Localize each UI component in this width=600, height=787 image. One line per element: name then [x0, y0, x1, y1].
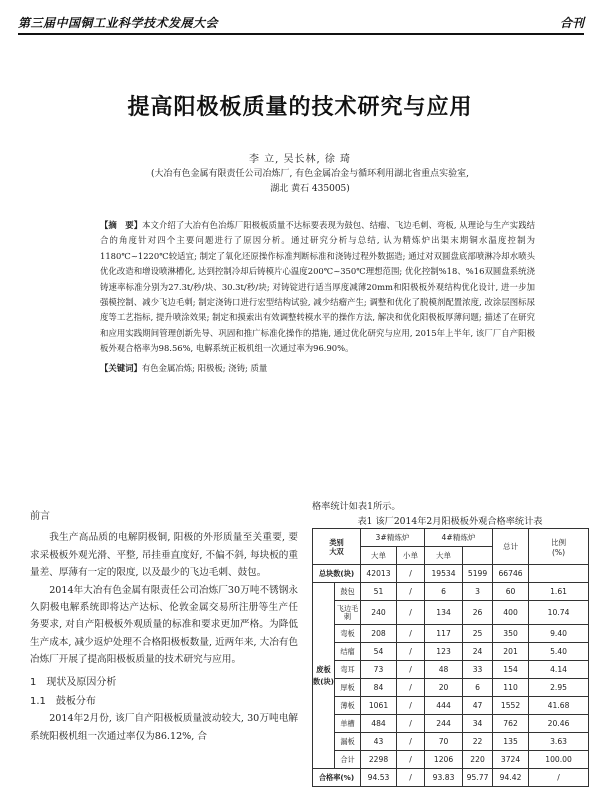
cell: 60 — [493, 583, 529, 601]
cell: / — [397, 715, 425, 733]
cell: 220 — [463, 751, 493, 769]
cell: 34 — [463, 715, 493, 733]
header-empty — [463, 547, 493, 565]
cell: 94.42 — [493, 769, 529, 787]
table-caption: 表1 该厂2014年2月阳极板外观合格率统计表 — [357, 516, 543, 527]
cell: 3 — [463, 583, 493, 601]
cell: / — [397, 625, 425, 643]
abstract-text: 本文介绍了大冶有色冶炼厂阳极板质量不达标要表现为鼓包、结瘤、飞边毛刺、弯板, 从理论与生产实践结合的角度针对四个主要问题进行了原因分析。通过研究分析与总结, 认为精炼炉出渠末期铜水温度控制为1180℃~1220℃较适宜; 制定了氧化还原操作标准判断标准和浇铸过程外数据造; 通过对双圆盘底部喷淋冷却水喷头优化改造和增设喷淋槽化, 达到控制冷却后铸模片心温度200℃~350℃理想范围; 优化控制%18、%16双圆盘系统浇铸速率标准分别为27.3t/秒/块、30.3t/秒/块; 对铸锭进行适当厚度减薄20mm和阳极板外观结构优化设计, 进一步加强模控制、减少飞边毛刺; 制定浇铸口进行宏型结构试验, 减少结瘤产生; 调整和优化了脱模剂配置浓度, 改涂层图标尿度等工艺指标, 提升喷涂效果; 制定和摸索出有效调整转模水平的操作方法, 解决和优化阳极板厚薄问题; 描述了在研究和应用实践期间管理创新先导、巩固和推广标准化操作的措施, 通过优化研究与应用, 2015年上半年, 该厂厂自产阳极板外观合格率为98.56%, 电解系统正板机组一次通过率为96.90%。 — [100, 220, 535, 354]
cell: 2.95 — [529, 679, 589, 697]
cell: 117 — [425, 625, 463, 643]
defect-side-label: 废板数(块) — [313, 583, 335, 769]
cell: 48 — [425, 661, 463, 679]
cell: / — [397, 769, 425, 787]
cell: 3.63 — [529, 733, 589, 751]
cell: 73 — [361, 661, 397, 679]
running-header — [18, 14, 584, 36]
cell: 154 — [493, 661, 529, 679]
cell: 54 — [361, 643, 397, 661]
row-label: 漏板 — [335, 733, 361, 751]
preface-heading: 前言 — [30, 511, 50, 522]
cell: 6 — [425, 583, 463, 601]
preface-paragraph-1: 我生产高品质的电解阴极铜, 阳极的外形质量至关重要, 要求采极板外观光滑、平整, 吊挂垂直度好, 不偏不斜, 每块板的重量差、厚薄有一定的限度, 以及最少的飞边毛刺、鼓包。 — [30, 532, 298, 579]
affiliation-line-2: 湖北 黄石 435005) — [270, 184, 350, 194]
cell: 201 — [493, 643, 529, 661]
cell: 5.40 — [529, 643, 589, 661]
table-row — [313, 661, 589, 679]
row-label: 鼓包 — [335, 583, 361, 601]
table-row — [313, 733, 589, 751]
row-label: 单槽 — [335, 715, 361, 733]
header-furnace-4: 4#精炼炉 — [425, 529, 493, 547]
table-row — [313, 751, 589, 769]
cell: 6 — [463, 679, 493, 697]
cell: 25 — [463, 625, 493, 643]
row-label: 弯耳 — [335, 661, 361, 679]
cell: 33 — [463, 661, 493, 679]
header-total: 总计 — [493, 529, 529, 565]
table-row — [313, 625, 589, 643]
cell: 123 — [425, 643, 463, 661]
table-row — [313, 583, 589, 601]
section-1-heading: 1 现状及原因分析 — [30, 676, 117, 688]
cell: 70 — [425, 733, 463, 751]
cell: / — [397, 601, 425, 625]
table-intro-text: 格率统计如表1所示。 — [312, 501, 401, 512]
cell: / — [397, 643, 425, 661]
cell: 95.77 — [463, 769, 493, 787]
preface-paragraph-2: 2014年大冶有色金属有限责任公司冶炼厂30万吨不锈钢永久阴极电解系统即将达产达标、伦敦金属交易所注册等生产任务要求, 对自产阳极板外观质量的标准和要求更加严格。为降低生产成本, 减少返炉处理不合格阳极板数量, 近两年来, 大冶有色冶炼厂开展了提高阳极板质量的技术研究与应用。 — [30, 584, 298, 666]
cell: 42013 — [361, 565, 397, 583]
cell: 47 — [463, 697, 493, 715]
table-row — [313, 643, 589, 661]
header-journal-title: 第三届中国铜工业科学技术发展大会 — [18, 16, 219, 30]
cell: / — [397, 583, 425, 601]
cell: 66746 — [493, 565, 529, 583]
header-issue-label: 合刊 — [559, 16, 584, 30]
authors: 李 立, 吴长林, 徐 琦 — [248, 154, 352, 165]
row-label: 合格率(%) — [313, 769, 361, 787]
table-pass-rate-row — [313, 769, 589, 787]
cell: 84 — [361, 679, 397, 697]
header-big-2: 大单 — [425, 547, 463, 565]
cell: 93.83 — [425, 769, 463, 787]
cell: 1.61 — [529, 583, 589, 601]
cell: / — [397, 697, 425, 715]
table-row — [313, 679, 589, 697]
abstract-label: 【摘 要】 — [100, 220, 143, 230]
cell: 208 — [361, 625, 397, 643]
affiliation — [110, 167, 510, 197]
cell: 24 — [463, 643, 493, 661]
cell: 1552 — [493, 697, 529, 715]
cell: 1206 — [425, 751, 463, 769]
cell: 240 — [361, 601, 397, 625]
cell: / — [397, 733, 425, 751]
row-label: 总块数(块) — [313, 565, 361, 583]
cell: 762 — [493, 715, 529, 733]
row-label: 薄板 — [335, 697, 361, 715]
cell: 244 — [425, 715, 463, 733]
cell: / — [397, 679, 425, 697]
cell: / — [397, 565, 425, 583]
cell: 100.00 — [529, 751, 589, 769]
cell: 10.74 — [529, 601, 589, 625]
cell: 51 — [361, 583, 397, 601]
cell: / — [529, 769, 589, 787]
table-header-row-1 — [313, 529, 589, 547]
keywords-label: 【关键词】 — [100, 363, 142, 373]
cell: 26 — [463, 601, 493, 625]
cell: 444 — [425, 697, 463, 715]
cell: 484 — [361, 715, 397, 733]
keywords-text: 有色金属冶炼; 阳极板; 浇铸; 质量 — [141, 363, 268, 373]
defect-statistics-table — [312, 528, 589, 787]
left-column — [30, 508, 298, 745]
header-rule — [18, 33, 584, 35]
table-row — [313, 601, 589, 625]
cell: 1061 — [361, 697, 397, 715]
cell: 134 — [425, 601, 463, 625]
row-label: 结瘤 — [335, 643, 361, 661]
cell: 110 — [493, 679, 529, 697]
section-1-1-paragraph: 2014年2月份, 该厂自产阳极板质量波动较大, 30万吨电解系统阳极机组一次通过率仅为86.12%, 合 — [30, 713, 298, 742]
header-furnace-3: 3#精炼炉 — [361, 529, 425, 547]
cell: 20 — [425, 679, 463, 697]
cell — [529, 565, 589, 583]
table-row — [313, 697, 589, 715]
cell: 350 — [493, 625, 529, 643]
abstract — [100, 218, 535, 357]
keywords — [100, 362, 535, 374]
cell: 41.68 — [529, 697, 589, 715]
cell: 9.40 — [529, 625, 589, 643]
table-row — [313, 715, 589, 733]
cell: 135 — [493, 733, 529, 751]
cell: 2298 — [361, 751, 397, 769]
cell: 4.14 — [529, 661, 589, 679]
row-label: 弯板 — [335, 625, 361, 643]
cell: 20.46 — [529, 715, 589, 733]
cell: 19534 — [425, 565, 463, 583]
affiliation-line-1: (大冶有色金属有限责任公司冶炼厂, 有色金属冶金与循环利用湖北省重点实验室, — [150, 169, 470, 179]
paper-title: 提高阳极板质量的技术研究与应用 — [127, 95, 473, 120]
header-big-1: 大单 — [361, 547, 397, 565]
row-label: 飞边毛刺 — [335, 601, 361, 625]
row-label: 合计 — [335, 751, 361, 769]
section-1-1-heading: 1.1 鼓板分布 — [30, 696, 96, 708]
table-total-count-row — [313, 565, 589, 583]
cell: 400 — [493, 601, 529, 625]
cell: / — [397, 661, 425, 679]
cell: 94.53 — [361, 769, 397, 787]
cell: 5199 — [463, 565, 493, 583]
cell: 3724 — [493, 751, 529, 769]
cell: 43 — [361, 733, 397, 751]
header-category-cell: 类别 大双 — [313, 529, 361, 565]
cell: 22 — [463, 733, 493, 751]
cell: / — [397, 751, 425, 769]
header-ratio: 比例 (%) — [529, 529, 589, 565]
header-small-1: 小单 — [397, 547, 425, 565]
row-label: 厚板 — [335, 679, 361, 697]
